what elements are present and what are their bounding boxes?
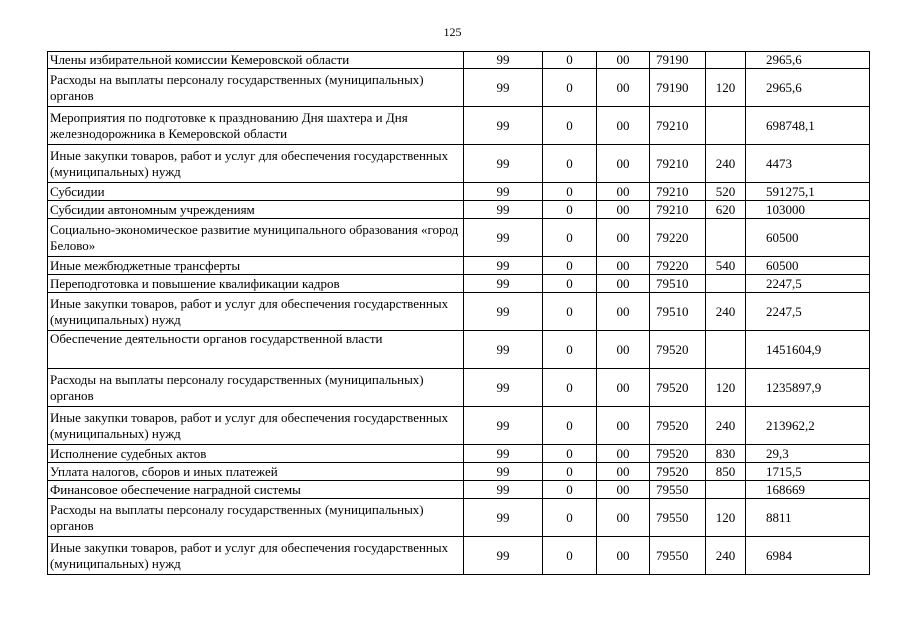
table-row bbox=[48, 275, 870, 293]
row-amount: 213962,2 bbox=[746, 407, 870, 445]
page-number: 125 bbox=[443, 25, 462, 39]
row-section: 99 bbox=[464, 481, 543, 499]
row-group: 00 bbox=[597, 331, 650, 369]
row-amount: 698748,1 bbox=[746, 107, 870, 145]
row-subsection: 0 bbox=[543, 183, 597, 201]
row-name: Субсидии автономным учреждениям bbox=[48, 201, 464, 219]
row-section: 99 bbox=[464, 69, 543, 107]
row-group: 00 bbox=[597, 107, 650, 145]
row-amount: 1451604,9 bbox=[746, 331, 870, 369]
row-type bbox=[706, 481, 746, 499]
row-name: Финансовое обеспечение наградной системы bbox=[48, 481, 464, 499]
row-subsection: 0 bbox=[543, 275, 597, 293]
row-name: Социально-экономическое развитие муниципального образования «город Белово» bbox=[48, 219, 464, 257]
row-code: 79190 bbox=[650, 52, 706, 69]
row-subsection: 0 bbox=[543, 145, 597, 183]
row-type: 830 bbox=[706, 445, 746, 463]
row-amount: 60500 bbox=[746, 257, 870, 275]
row-section: 99 bbox=[464, 275, 543, 293]
row-subsection: 0 bbox=[543, 293, 597, 331]
table-row bbox=[48, 183, 870, 201]
row-group: 00 bbox=[597, 69, 650, 107]
row-group: 00 bbox=[597, 219, 650, 257]
table-row bbox=[48, 107, 870, 145]
row-amount: 1715,5 bbox=[746, 463, 870, 481]
row-group: 00 bbox=[597, 369, 650, 407]
row-group: 00 bbox=[597, 183, 650, 201]
row-code: 79210 bbox=[650, 107, 706, 145]
table-row bbox=[48, 537, 870, 575]
row-name: Члены избирательной комиссии Кемеровской области bbox=[48, 52, 464, 69]
row-subsection: 0 bbox=[543, 481, 597, 499]
row-section: 99 bbox=[464, 145, 543, 183]
table-row bbox=[48, 69, 870, 107]
row-code: 79520 bbox=[650, 407, 706, 445]
row-subsection: 0 bbox=[543, 537, 597, 575]
row-name: Переподготовка и повышение квалификации кадров bbox=[48, 275, 464, 293]
row-code: 79550 bbox=[650, 537, 706, 575]
row-name: Иные закупки товаров, работ и услуг для обеспечения государственных (муниципальных) нужд bbox=[48, 293, 464, 331]
row-amount: 103000 bbox=[746, 201, 870, 219]
row-name: Иные закупки товаров, работ и услуг для обеспечения государственных (муниципальных) нужд bbox=[48, 537, 464, 575]
row-type: 240 bbox=[706, 145, 746, 183]
row-section: 99 bbox=[464, 183, 543, 201]
row-amount: 591275,1 bbox=[746, 183, 870, 201]
row-section: 99 bbox=[464, 445, 543, 463]
row-type: 240 bbox=[706, 407, 746, 445]
row-amount: 4473 bbox=[746, 145, 870, 183]
row-subsection: 0 bbox=[543, 257, 597, 275]
row-group: 00 bbox=[597, 293, 650, 331]
row-type: 850 bbox=[706, 463, 746, 481]
table-row bbox=[48, 463, 870, 481]
row-amount: 2247,5 bbox=[746, 275, 870, 293]
row-type: 240 bbox=[706, 537, 746, 575]
table-row bbox=[48, 445, 870, 463]
row-group: 00 bbox=[597, 445, 650, 463]
row-amount: 2247,5 bbox=[746, 293, 870, 331]
row-section: 99 bbox=[464, 107, 543, 145]
table-row bbox=[48, 201, 870, 219]
row-code: 79190 bbox=[650, 69, 706, 107]
row-section: 99 bbox=[464, 407, 543, 445]
row-amount: 1235897,9 bbox=[746, 369, 870, 407]
row-type bbox=[706, 275, 746, 293]
row-type: 540 bbox=[706, 257, 746, 275]
row-type: 520 bbox=[706, 183, 746, 201]
row-subsection: 0 bbox=[543, 407, 597, 445]
table-row bbox=[48, 145, 870, 183]
row-group: 00 bbox=[597, 275, 650, 293]
row-group: 00 bbox=[597, 145, 650, 183]
row-subsection: 0 bbox=[543, 201, 597, 219]
row-section: 99 bbox=[464, 537, 543, 575]
row-type bbox=[706, 219, 746, 257]
row-code: 79210 bbox=[650, 145, 706, 183]
row-group: 00 bbox=[597, 201, 650, 219]
row-section: 99 bbox=[464, 257, 543, 275]
budget-table bbox=[47, 51, 870, 575]
table-row bbox=[48, 369, 870, 407]
row-code: 79210 bbox=[650, 201, 706, 219]
row-name: Иные закупки товаров, работ и услуг для обеспечения государственных (муниципальных) нужд bbox=[48, 145, 464, 183]
row-group: 00 bbox=[597, 463, 650, 481]
row-group: 00 bbox=[597, 481, 650, 499]
row-type bbox=[706, 331, 746, 369]
row-section: 99 bbox=[464, 499, 543, 537]
row-group: 00 bbox=[597, 407, 650, 445]
row-subsection: 0 bbox=[543, 52, 597, 69]
row-section: 99 bbox=[464, 201, 543, 219]
row-code: 79520 bbox=[650, 331, 706, 369]
row-name: Расходы на выплаты персоналу государственных (муниципальных) органов bbox=[48, 69, 464, 107]
row-subsection: 0 bbox=[543, 369, 597, 407]
row-name: Исполнение судебных актов bbox=[48, 445, 464, 463]
table-row bbox=[48, 481, 870, 499]
row-code: 79550 bbox=[650, 499, 706, 537]
row-code: 79520 bbox=[650, 463, 706, 481]
row-section: 99 bbox=[464, 293, 543, 331]
row-type: 620 bbox=[706, 201, 746, 219]
row-code: 79210 bbox=[650, 183, 706, 201]
row-code: 79510 bbox=[650, 275, 706, 293]
row-type bbox=[706, 52, 746, 69]
row-type: 120 bbox=[706, 69, 746, 107]
row-amount: 29,3 bbox=[746, 445, 870, 463]
row-type: 120 bbox=[706, 499, 746, 537]
row-section: 99 bbox=[464, 331, 543, 369]
row-code: 79520 bbox=[650, 445, 706, 463]
table-row bbox=[48, 219, 870, 257]
row-name: Иные межбюджетные трансферты bbox=[48, 257, 464, 275]
row-group: 00 bbox=[597, 537, 650, 575]
table-row bbox=[48, 52, 870, 69]
row-code: 79220 bbox=[650, 257, 706, 275]
row-subsection: 0 bbox=[543, 107, 597, 145]
row-amount: 2965,6 bbox=[746, 69, 870, 107]
row-amount: 168669 bbox=[746, 481, 870, 499]
table-row bbox=[48, 499, 870, 537]
row-type: 120 bbox=[706, 369, 746, 407]
row-name: Обеспечение деятельности органов государственной власти bbox=[48, 331, 464, 369]
row-code: 79550 bbox=[650, 481, 706, 499]
row-code: 79520 bbox=[650, 369, 706, 407]
row-subsection: 0 bbox=[543, 445, 597, 463]
row-amount: 60500 bbox=[746, 219, 870, 257]
row-type: 240 bbox=[706, 293, 746, 331]
row-name: Уплата налогов, сборов и иных платежей bbox=[48, 463, 464, 481]
table-row bbox=[48, 257, 870, 275]
row-group: 00 bbox=[597, 499, 650, 537]
row-section: 99 bbox=[464, 369, 543, 407]
table-row bbox=[48, 293, 870, 331]
row-section: 99 bbox=[464, 463, 543, 481]
row-code: 79220 bbox=[650, 219, 706, 257]
row-amount: 8811 bbox=[746, 499, 870, 537]
row-name: Мероприятия по подготовке к празднованию Дня шахтера и Дня железнодорожника в Кемеровской области bbox=[48, 107, 464, 145]
row-name: Субсидии bbox=[48, 183, 464, 201]
row-amount: 2965,6 bbox=[746, 52, 870, 69]
row-group: 00 bbox=[597, 257, 650, 275]
row-name: Расходы на выплаты персоналу государственных (муниципальных) органов bbox=[48, 499, 464, 537]
table-row bbox=[48, 407, 870, 445]
row-section: 99 bbox=[464, 52, 543, 69]
row-group: 00 bbox=[597, 52, 650, 69]
row-code: 79510 bbox=[650, 293, 706, 331]
row-subsection: 0 bbox=[543, 499, 597, 537]
row-subsection: 0 bbox=[543, 331, 597, 369]
table-row bbox=[48, 331, 870, 369]
row-subsection: 0 bbox=[543, 219, 597, 257]
row-subsection: 0 bbox=[543, 69, 597, 107]
row-type bbox=[706, 107, 746, 145]
row-name: Расходы на выплаты персоналу государственных (муниципальных) органов bbox=[48, 369, 464, 407]
row-name: Иные закупки товаров, работ и услуг для обеспечения государственных (муниципальных) нужд bbox=[48, 407, 464, 445]
row-amount: 6984 bbox=[746, 537, 870, 575]
row-section: 99 bbox=[464, 219, 543, 257]
row-subsection: 0 bbox=[543, 463, 597, 481]
